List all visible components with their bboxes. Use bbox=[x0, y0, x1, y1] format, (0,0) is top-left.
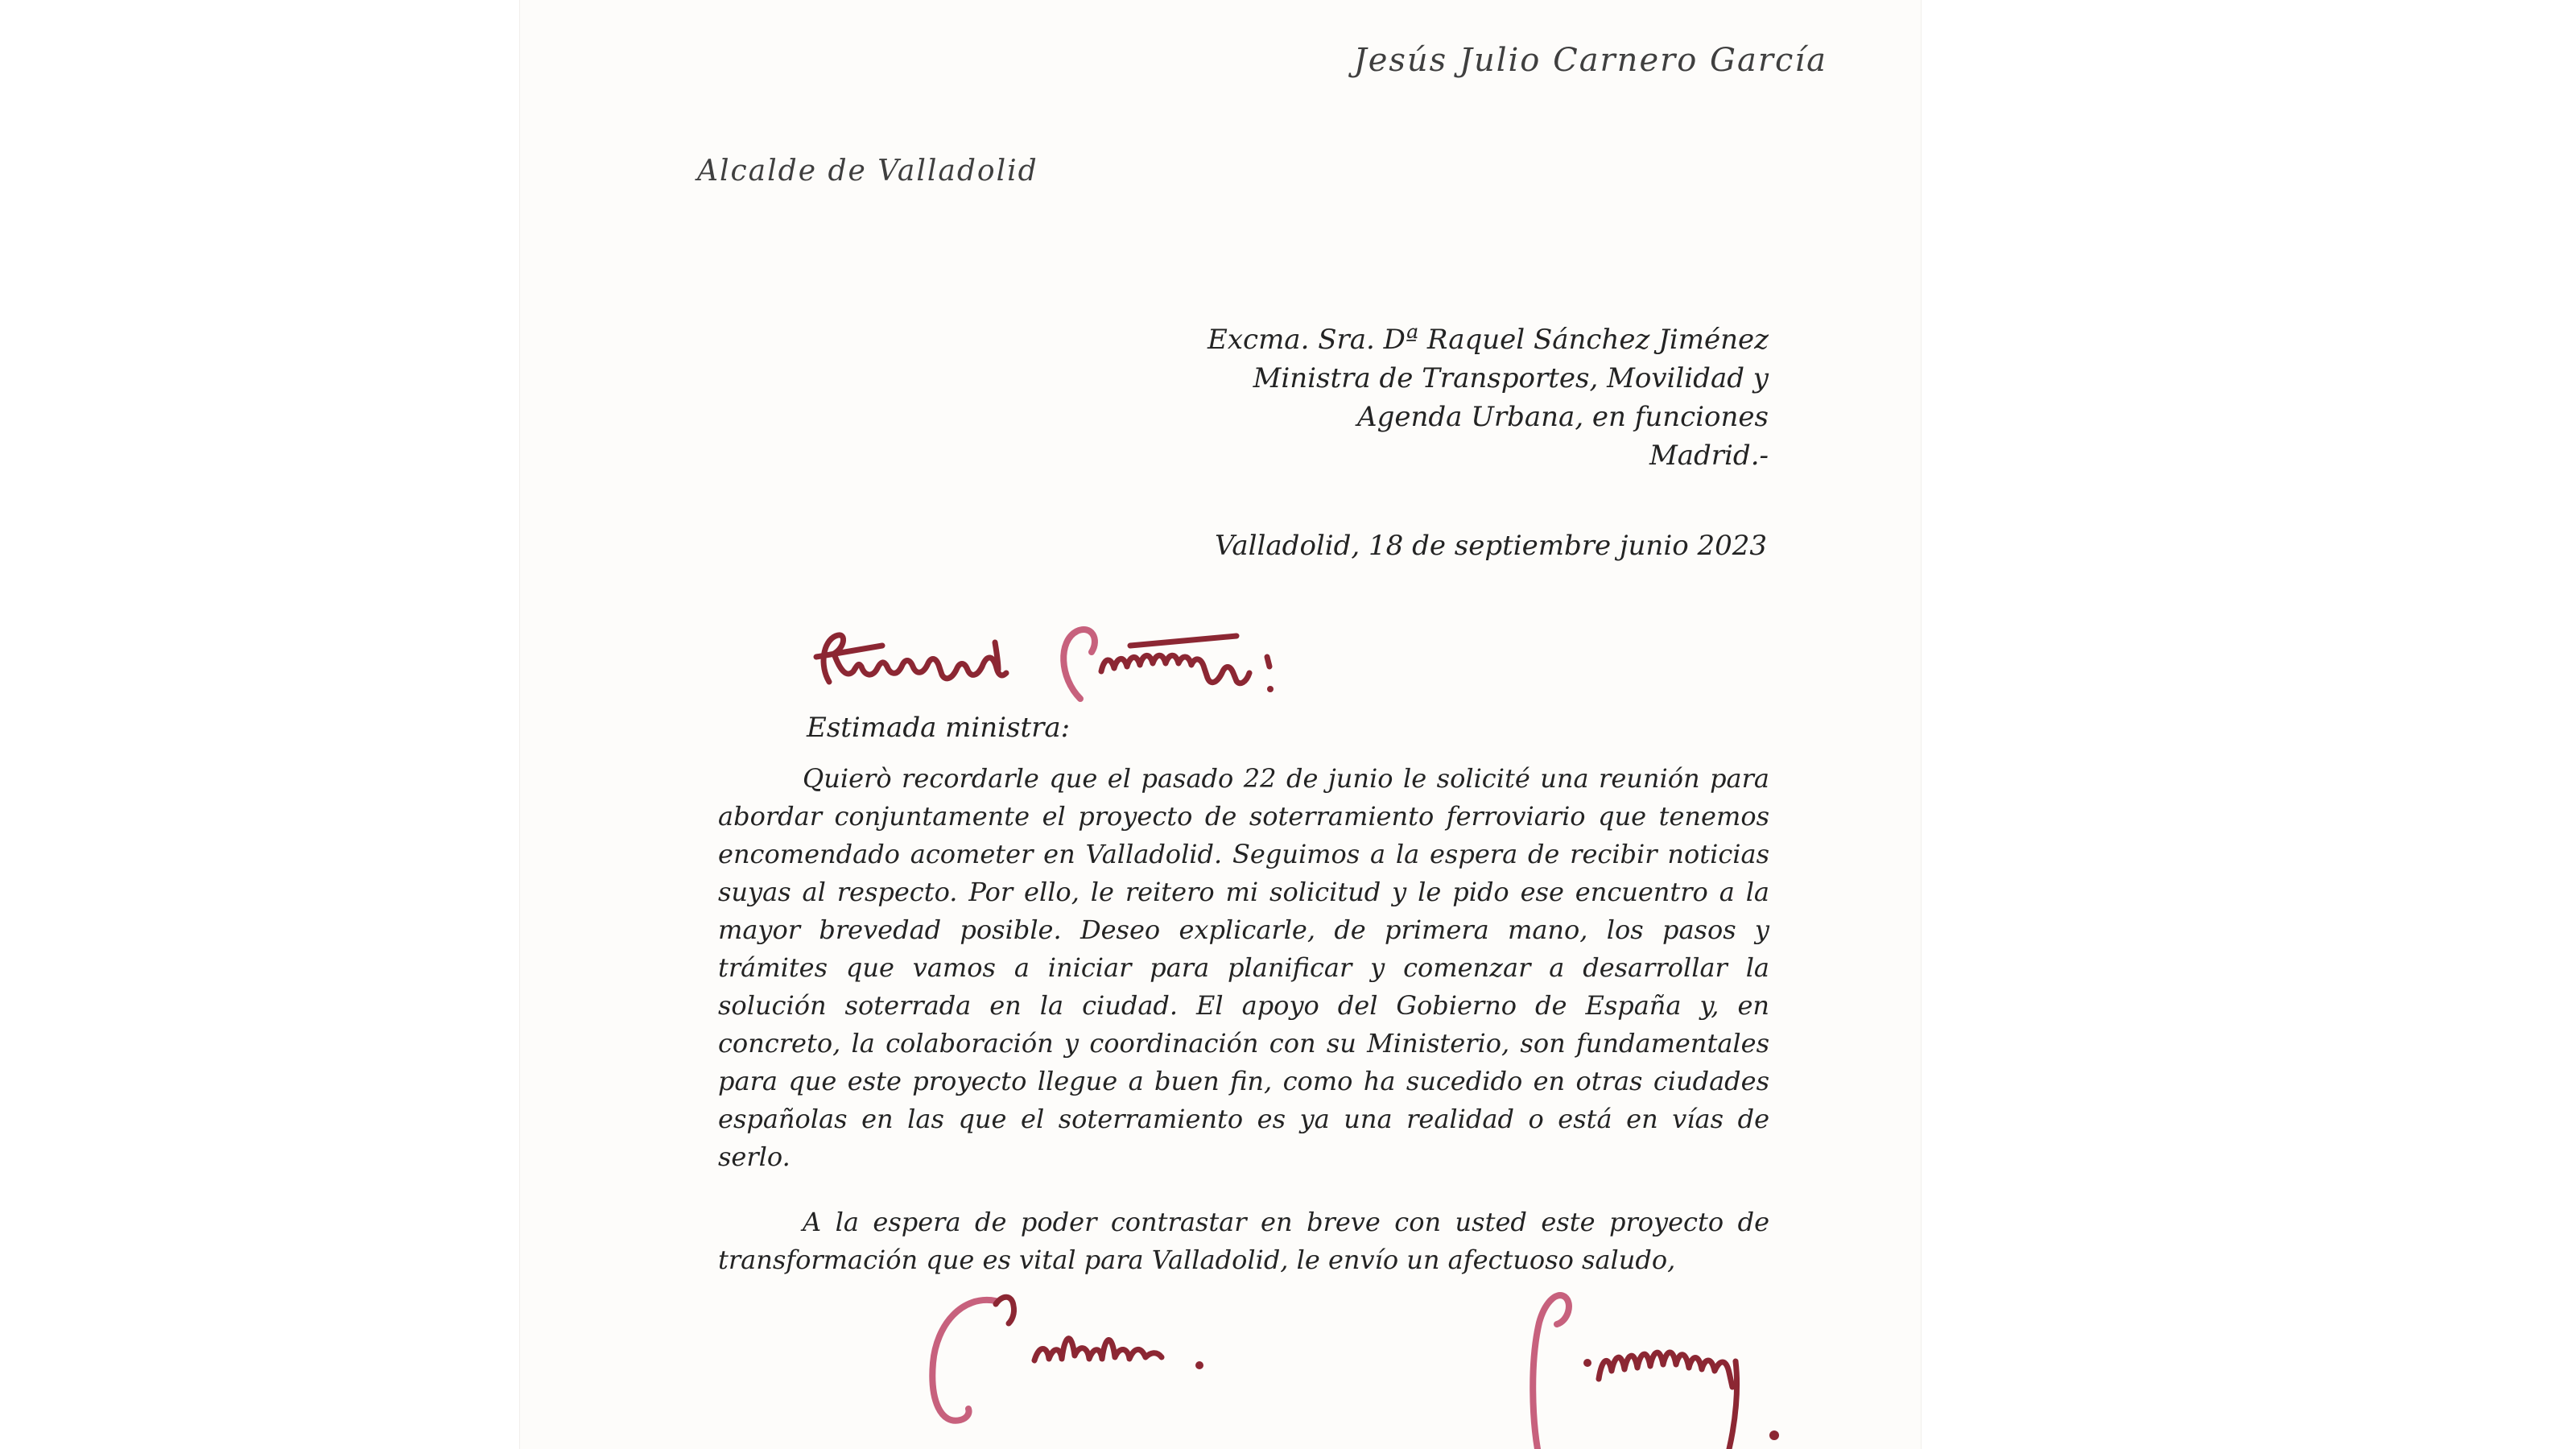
body-line: mayor brevedad posible. Deseo explicarle, de primera mano, los pasos y bbox=[718, 914, 1769, 945]
recipient-address-block bbox=[1208, 320, 1769, 475]
body-line: para que este proyecto llegue a buen fin, como ha sucedido en otras ciudades bbox=[718, 1066, 1769, 1096]
letterhead-signatory-title: Alcalde de Valladolid bbox=[697, 155, 1038, 188]
recipient-line: Excma. Sra. Dª Raquel Sánchez Jiménez bbox=[1208, 324, 1769, 356]
recipient-line: Ministra de Transportes, Movilidad y bbox=[1253, 362, 1769, 394]
body-line: españolas en las que el soterramiento es ya una realidad o está en vías de bbox=[718, 1104, 1769, 1134]
body-line: transformación que es vital para Valladolid, le envío un afectuoso saludo, bbox=[718, 1245, 1676, 1275]
body-paragraph-2 bbox=[718, 1203, 1769, 1279]
handwritten-closing-note bbox=[906, 1286, 1276, 1439]
body-paragraph-1 bbox=[718, 760, 1769, 1176]
body-line: serlo. bbox=[718, 1141, 791, 1172]
body-line: abordar conjuntamente el proyecto de soterramiento ferroviario que tenemos bbox=[718, 801, 1769, 832]
body-line: concreto, la colaboración y coordinación con su Ministerio, son fundamentales bbox=[718, 1028, 1769, 1059]
body-line: A la espera de poder contrastar en breve con usted este proyecto de bbox=[803, 1207, 1769, 1237]
signature-scribble bbox=[1449, 1284, 1803, 1449]
salutation: Estimada ministra: bbox=[807, 712, 1071, 744]
body-line: encomendado acometer en Valladolid. Seguimos a la espera de recibir noticias bbox=[718, 839, 1769, 869]
body-line: trámites que vamos a iniciar para planificar y comenzar a desarrollar la bbox=[718, 952, 1769, 983]
letterhead-signatory-name: Jesús Julio Carnero García bbox=[1353, 42, 1827, 79]
body-line: solución soterrada en la ciudad. El apoyo del Gobierno de España y, en bbox=[718, 990, 1769, 1021]
dateline: Valladolid, 18 de septiembre junio 2023 bbox=[1214, 530, 1767, 562]
body-line: Quierò recordarle que el pasado 22 de junio le solicité una reunión para bbox=[803, 763, 1769, 794]
recipient-line: Madrid.- bbox=[1649, 440, 1769, 472]
handwritten-salutation-note bbox=[805, 621, 1288, 716]
body-line: suyas al respecto. Por ello, le reitero mi solicitud y le pido ese encuentro a la bbox=[718, 877, 1769, 907]
recipient-line: Agenda Urbana, en funciones bbox=[1357, 401, 1769, 433]
